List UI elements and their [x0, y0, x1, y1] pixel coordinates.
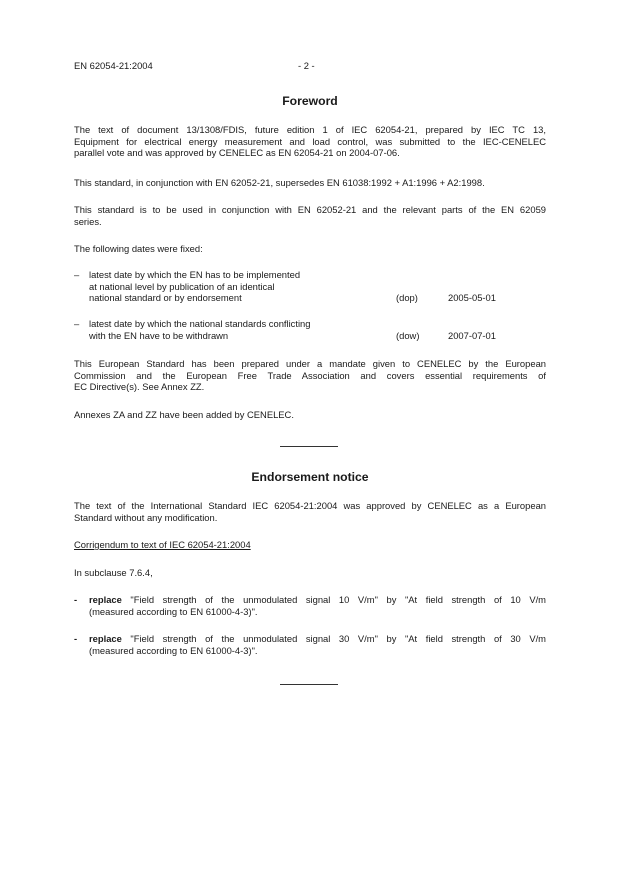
endorsement-paragraph: [74, 500, 546, 523]
foreword-paragraph-1: [74, 124, 546, 159]
text-line: The text of document 13/1308/FDIS, future edition 1 of IEC 62054-21, prepared by IEC TC 13,: [74, 124, 546, 135]
text-line: This standard is to be used in conjunction with EN 62052-21 and the relevant parts of the EN 62059: [74, 204, 546, 215]
text-line: EC Directive(s). See Annex ZZ.: [74, 381, 205, 392]
text-line: at national level by publication of an identical: [89, 280, 275, 292]
foreword-paragraph-6: [74, 409, 546, 421]
text-line: Equipment for electrical energy measurement and load control, was submitted to the IEC-CENELEC: [74, 135, 546, 147]
list-dash: –: [74, 269, 80, 280]
replacement-line: "Field strength of the unmodulated signal 10 V/m" by "At field strength of 10 V/m: [130, 594, 546, 605]
endorsement-title: Endorsement notice: [251, 470, 369, 484]
date-value: 2007-07-01: [448, 330, 496, 341]
text-line: latest date by which the national standards conflicting: [89, 318, 311, 329]
replace-keyword: replace: [89, 594, 122, 605]
text-line: The following dates were fixed:: [74, 243, 203, 254]
date-item-description: [89, 318, 389, 341]
section-divider: [280, 446, 338, 447]
date-item-description: [89, 269, 389, 304]
text-line: Corrigendum to text of IEC 62054-21:2004: [74, 539, 251, 550]
text-line: [89, 594, 546, 606]
date-value: 2005-05-01: [448, 292, 496, 303]
text-line: latest date by which the EN has to be implemented: [89, 269, 301, 280]
text-line: Standard without any modification.: [74, 511, 218, 523]
list-dash: -: [74, 633, 78, 644]
foreword-paragraph-2: [74, 177, 546, 189]
replacement-text: [89, 594, 546, 617]
text-line: Annexes ZA and ZZ have been added by CENELEC.: [74, 409, 294, 420]
text-line: (measured according to EN 61000-4-3)".: [89, 644, 258, 656]
list-dash: –: [74, 318, 80, 329]
date-abbreviation: (dow): [396, 330, 420, 341]
foreword-paragraph-3: [74, 204, 546, 227]
date-abbreviation: (dop): [396, 292, 418, 303]
text-line: national standard or by endorsement: [89, 292, 242, 303]
text-line: Commission and the European Free Trade Association and covers essential requirements of: [74, 369, 546, 381]
text-line: (measured according to EN 61000-4-3)".: [89, 605, 258, 617]
subclause-reference: [74, 567, 546, 579]
replacement-line: "Field strength of the unmodulated signal 30 V/m" by "At field strength of 30 V/m: [130, 633, 546, 644]
text-line: series.: [74, 215, 102, 227]
text-line: In subclause 7.6.4,: [74, 567, 153, 578]
section-divider: [280, 684, 338, 685]
text-line: [89, 633, 546, 645]
foreword-title: Foreword: [282, 94, 338, 108]
text-line: parallel vote and was approved by CENELEC as EN 62054-21 on 2004-07-06.: [74, 147, 400, 158]
text-line: This standard, in conjunction with EN 62052-21, supersedes EN 61038:1992 + A1:1996 + A2:1998.: [74, 177, 485, 188]
list-dash: -: [74, 594, 78, 605]
document-reference: EN 62054-21:2004: [74, 60, 153, 71]
replacement-text: [89, 633, 546, 656]
text-line: with the EN have to be withdrawn: [89, 329, 229, 341]
page-number: - 2 -: [298, 60, 315, 71]
text-line: The text of the International Standard IEC 62054-21:2004 was approved by CENELEC as a European: [74, 500, 546, 511]
corrigendum-heading: [74, 539, 546, 551]
replace-keyword: replace: [89, 633, 122, 644]
foreword-paragraph-4: [74, 243, 546, 255]
foreword-paragraph-5: [74, 358, 546, 393]
text-line: This European Standard has been prepared under a mandate given to CENELEC by the European: [74, 358, 546, 369]
